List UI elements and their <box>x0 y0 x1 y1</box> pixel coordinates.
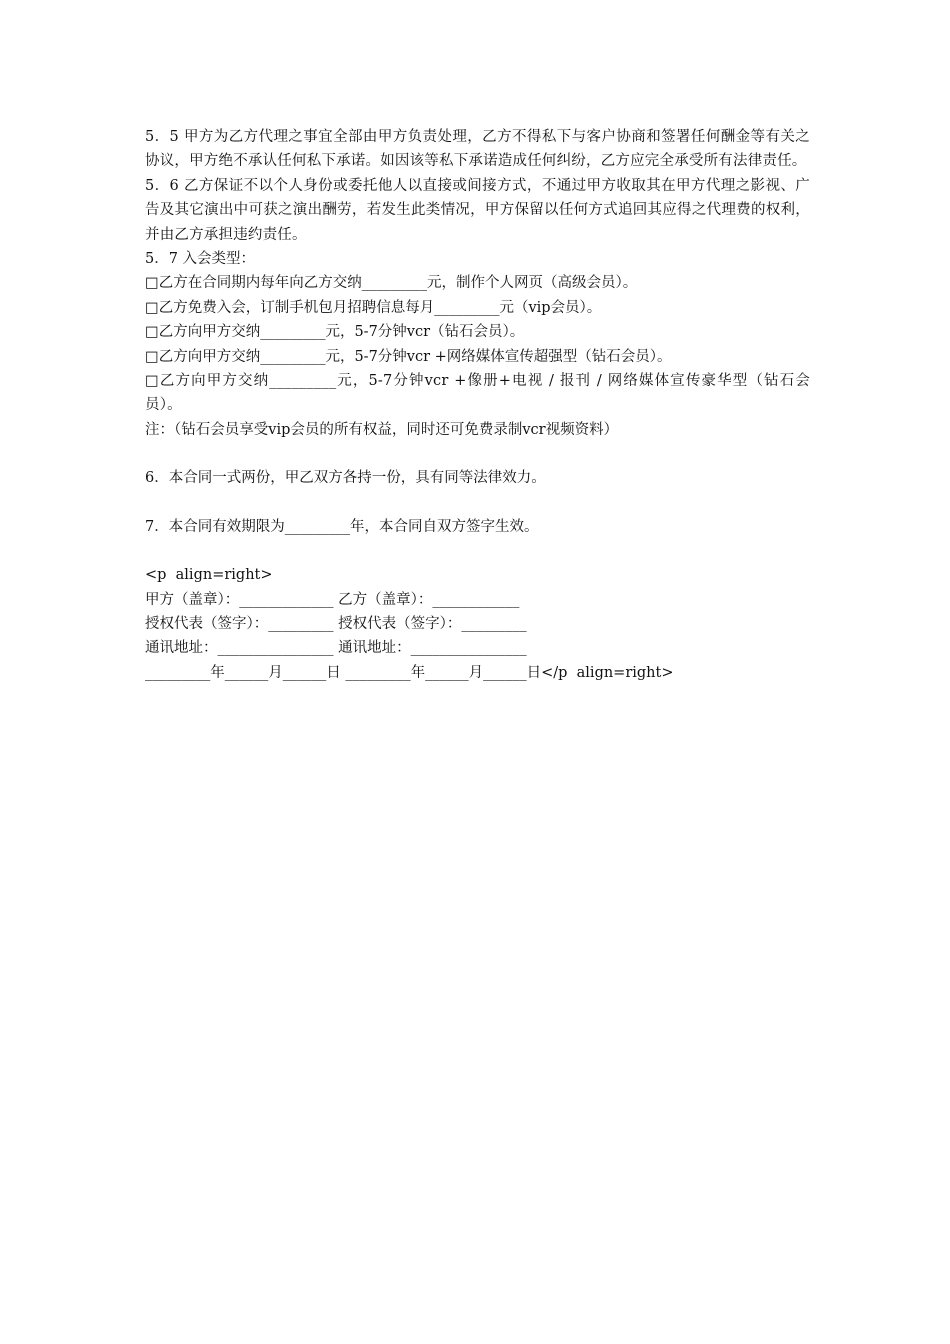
signature-representative-line: 授权代表（签字）：_________ 授权代表（签字）：_________ <box>145 615 527 632</box>
membership-option-diamond-basic: □乙方向甲方交纳_________元，5-7分钟vcr（钻石会员）。 <box>145 324 525 341</box>
signature-tag-open: <p align=right> <box>145 567 273 584</box>
clause-6: 6．本合同一式两份，甲乙双方各持一份，具有同等法律效力。 <box>145 470 546 487</box>
signature-party-line: 甲方（盖章）：_____________ 乙方（盖章）：____________ <box>145 591 520 608</box>
membership-option-vip: □乙方免费入会，订制手机包月招聘信息每月_________元（vip会员）。 <box>145 299 602 316</box>
spacer <box>145 539 810 563</box>
clause-5-7-title: 5．7 入会类型： <box>145 251 256 268</box>
clause-7: 7．本合同有效期限为_________年，本合同自双方签字生效。 <box>145 518 539 535</box>
signature-date-line: _________年______月______日 _________年______月______日</p align=right> <box>145 664 674 681</box>
spacer <box>145 491 810 515</box>
membership-option-senior: □乙方在合同期内每年向乙方交纳_________元，制作个人网页（高级会员）。 <box>145 275 638 292</box>
contract-page <box>145 125 810 685</box>
spacer <box>145 442 810 466</box>
clause-5-6: 5．6 乙方保证不以个人身份或委托他人以直接或间接方式，不通过甲方收取其在甲方代理之影视、广告及其它演出中可获之演出酬劳，若发生此类情况，甲方保留以任何方式追回其应得之代理费的权利，并由乙方承担违约责任。 <box>145 177 810 243</box>
membership-option-diamond-strong: □乙方向甲方交纳_________元，5-7分钟vcr +网络媒体宣传超强型（钻石会员）。 <box>145 348 672 365</box>
signature-address-line: 通讯地址：________________ 通讯地址：________________ <box>145 640 527 657</box>
membership-note: 注：（钻石会员享受vip会员的所有权益，同时还可免费录制vcr视频资料） <box>145 421 619 438</box>
membership-option-diamond-luxury: □乙方向甲方交纳_________元，5-7分钟vcr +像册+电视 / 报刊 / 网络媒体宣传豪华型（钻石会员）。 <box>145 373 810 414</box>
clause-5-5: 5．5 甲方为乙方代理之事宜全部由甲方负责处理，乙方不得私下与客户协商和签署任何酬金等有关之协议，甲方绝不承认任何私下承诺。如因该等私下承诺造成任何纠纷，乙方应完全承受所有法律责任。 <box>145 129 810 170</box>
